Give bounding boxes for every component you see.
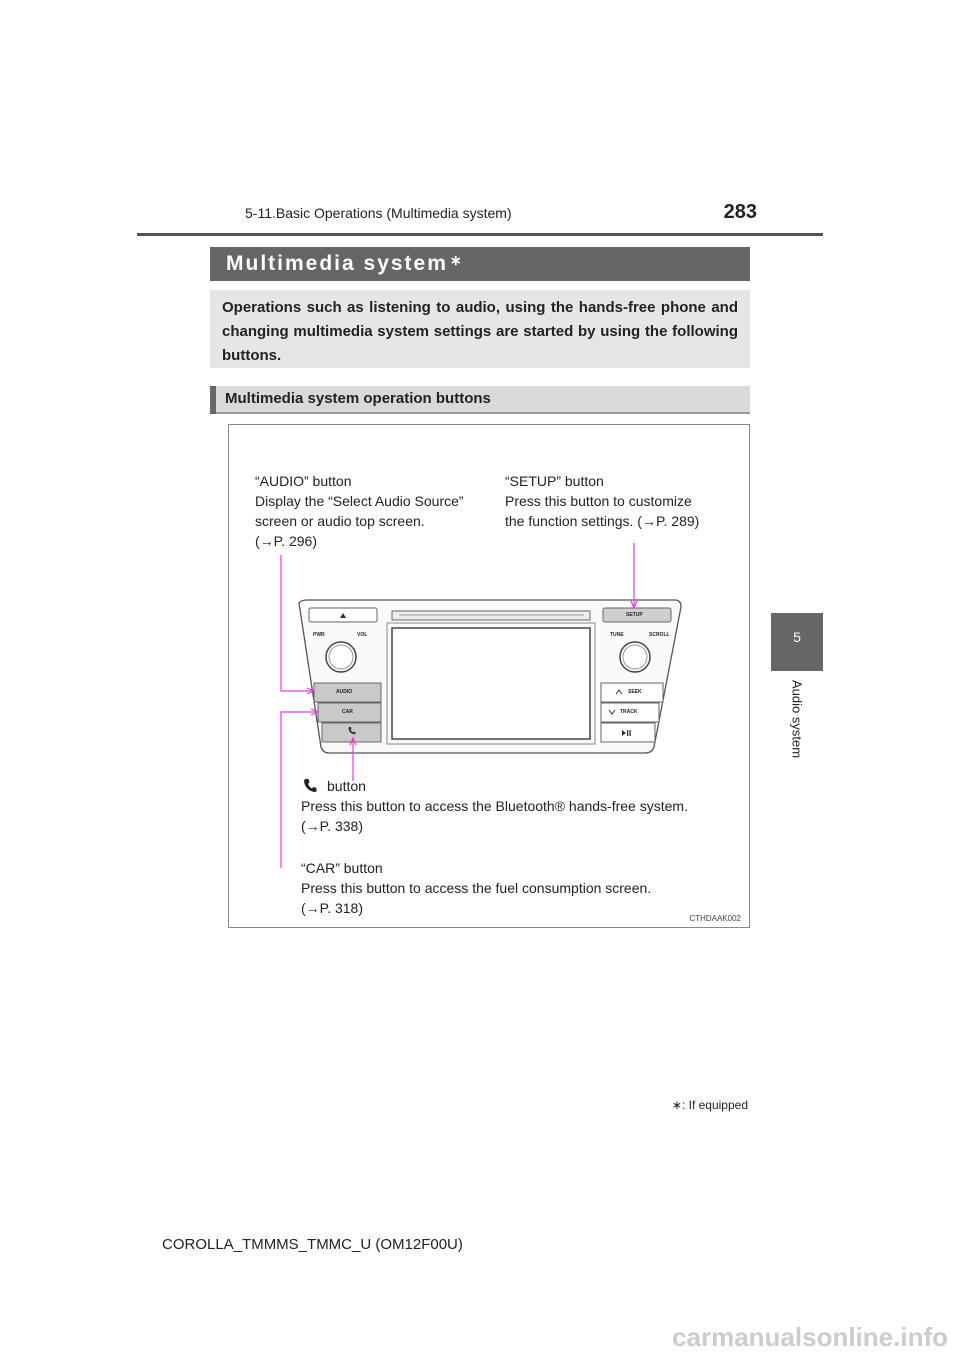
car-callout-ref: (→P. 318) <box>301 900 363 916</box>
tune-scroll-knob <box>620 642 650 672</box>
subsection-title: Multimedia system operation buttons <box>225 390 491 407</box>
if-equipped-mark: ∗ <box>449 252 462 268</box>
figure-code: CTHDAAK002 <box>689 914 741 923</box>
car-callout-desc: Press this button to access the fuel consumption screen. <box>301 880 652 896</box>
setup-callout-title: “SETUP” button <box>505 473 604 489</box>
model-code: COROLLA_TMMMS_TMMC_U (OM12F00U) <box>162 1236 463 1253</box>
if-equipped-note: ∗: If equipped <box>671 1098 748 1112</box>
car-callout-title: “CAR” button <box>301 860 383 876</box>
chapter-tab: 5 <box>771 613 823 671</box>
pwr-label: PWR <box>313 632 325 638</box>
section-title-text: Multimedia system <box>226 252 448 275</box>
vol-label: VOL <box>357 632 368 638</box>
scroll-label: SCROLL <box>649 632 670 638</box>
audio-callout-desc-1: Display the “Select Audio Source” <box>255 493 464 509</box>
chapter-tab-label <box>771 680 823 840</box>
section-title-bar <box>210 247 750 281</box>
intro-text: Operations such as listening to audio, using the hands-free phone and changing multimedia system settings are started by using the following buttons. <box>222 299 738 364</box>
phone-callout-ref: (→P. 338) <box>301 818 363 834</box>
pause-bar-2 <box>630 730 631 736</box>
tune-label: TUNE <box>610 632 624 638</box>
section-title <box>226 252 462 276</box>
track-button-label: TRACK <box>620 709 638 715</box>
power-volume-knob <box>326 642 356 672</box>
setup-callout-desc-2: the function settings. (→P. 289) <box>505 513 700 529</box>
chapter-heading: 5-11.Basic Operations (Multimedia system) <box>245 205 512 221</box>
chapter-tab-label-text: Audio system <box>789 680 805 759</box>
pause-bar-1 <box>627 730 628 736</box>
setup-button-label: SETUP <box>626 612 643 618</box>
phone-callout-desc: Press this button to access the Bluetooth® hands-free system. <box>301 798 688 814</box>
display-screen <box>392 628 590 739</box>
header-rule <box>137 233 823 236</box>
audio-callout-title: “AUDIO” button <box>255 473 352 489</box>
phone-callout-title: button <box>327 778 366 794</box>
car-button-label: CAR <box>342 709 353 715</box>
site-watermark: carmanualsonline.info <box>672 1322 948 1352</box>
subsection-accent <box>210 386 216 414</box>
audio-callout-desc-2: screen or audio top screen. <box>255 513 425 529</box>
seek-button-label: SEEK <box>628 689 642 695</box>
audio-button-label: AUDIO <box>336 689 353 695</box>
figure-frame <box>228 424 750 928</box>
audio-callout-ref: (→P. 296) <box>255 533 317 549</box>
subsection-bar <box>210 386 750 414</box>
setup-callout-desc-1: Press this button to customize <box>505 493 692 509</box>
page-number: 283 <box>723 201 757 223</box>
intro-box <box>210 290 750 368</box>
car-leader <box>281 712 317 868</box>
head-unit-illustration <box>229 425 749 927</box>
